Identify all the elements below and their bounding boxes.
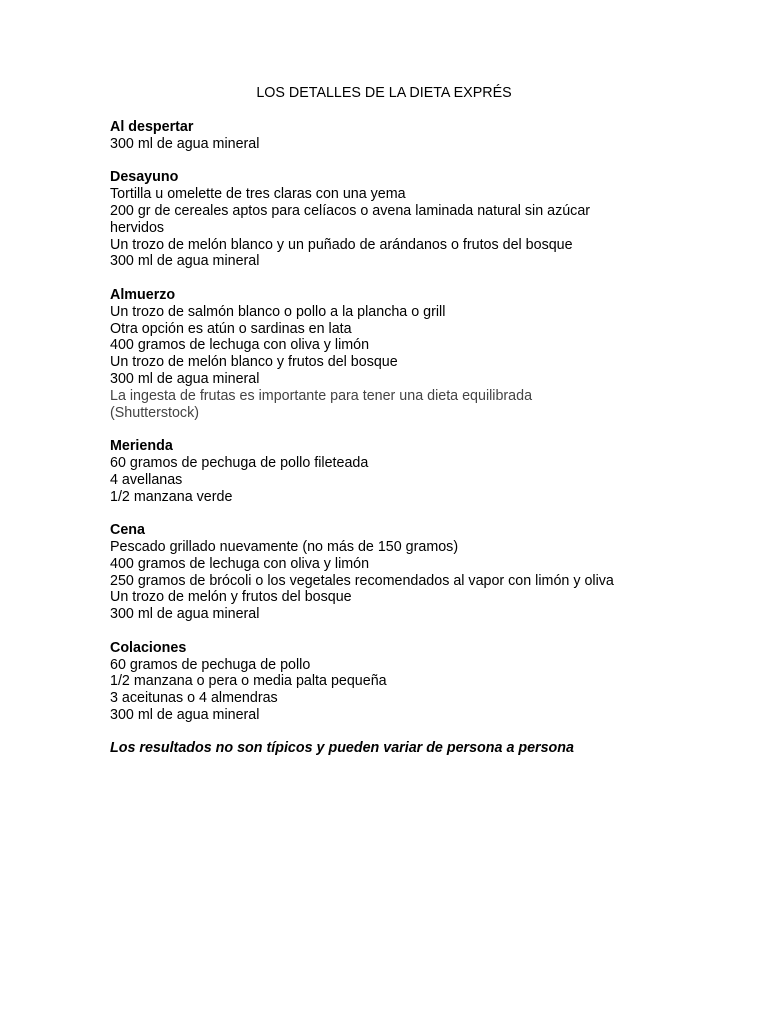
- section-heading: Colaciones: [110, 639, 187, 656]
- section-heading: Desayuno: [110, 169, 179, 186]
- section-almuerzo: [110, 287, 670, 421]
- section-merienda: [110, 438, 670, 505]
- disclaimer-text: Los resultados no son típicos y pueden variar de persona a persona: [110, 740, 574, 757]
- text-line: 300 ml de agua mineral: [110, 253, 260, 270]
- section-heading: Cena: [110, 522, 145, 539]
- section-desayuno: [110, 169, 670, 270]
- text-line: Otra opción es atún o sardinas en lata: [110, 320, 352, 337]
- text-line: 60 gramos de pechuga de pollo fileteada: [110, 454, 369, 471]
- section-heading: Al despertar: [110, 119, 194, 135]
- document-body: [110, 119, 670, 757]
- section-heading: Almuerzo: [110, 286, 176, 303]
- text-line: 400 gramos de lechuga con oliva y limón: [110, 555, 370, 572]
- text-line: 1/2 manzana verde: [110, 488, 233, 505]
- section-heading: Merienda: [110, 438, 173, 455]
- text-line: 300 ml de agua mineral: [110, 706, 260, 723]
- text-line: Un trozo de salmón blanco o pollo a la plancha o grill: [110, 303, 446, 320]
- text-line: 300 ml de agua mineral: [110, 606, 260, 623]
- text-line: 60 gramos de pechuga de pollo: [110, 656, 311, 673]
- text-line: Un trozo de melón blanco y frutos del bosque: [110, 354, 398, 371]
- section-colaciones: [110, 640, 670, 724]
- text-line: 300 ml de agua mineral: [110, 370, 260, 387]
- text-line: Un trozo de melón y frutos del bosque: [110, 589, 352, 606]
- section-cena: [110, 522, 670, 623]
- text-line: 4 avellanas: [110, 471, 183, 488]
- text-line: 300 ml de agua mineral: [110, 135, 260, 152]
- image-caption: La ingesta de frutas es importante para tener una dieta equilibrada: [110, 387, 533, 404]
- text-line: Un trozo de melón blanco y un puñado de arándanos o frutos del bosque: [110, 236, 573, 253]
- image-caption-credit: (Shutterstock): [110, 404, 199, 421]
- text-line: Pescado grillado nuevamente (no más de 150 gramos): [110, 538, 459, 555]
- document-title: LOS DETALLES DE LA DIETA EXPRÉS: [256, 85, 512, 101]
- text-line: 200 gr de cereales aptos para celíacos o avena laminada natural sin azúcar: [110, 202, 591, 219]
- text-line: 1/2 manzana o pera o media palta pequeña: [110, 673, 387, 690]
- section-al-despertar: [110, 119, 670, 153]
- text-line: 250 gramos de brócoli o los vegetales recomendados al vapor con limón y oliva: [110, 572, 614, 589]
- text-line: 3 aceitunas o 4 almendras: [110, 690, 278, 707]
- text-line: hervidos: [110, 219, 165, 236]
- text-line: 400 gramos de lechuga con oliva y limón: [110, 337, 370, 354]
- text-line: Tortilla u omelette de tres claras con una yema: [110, 186, 406, 203]
